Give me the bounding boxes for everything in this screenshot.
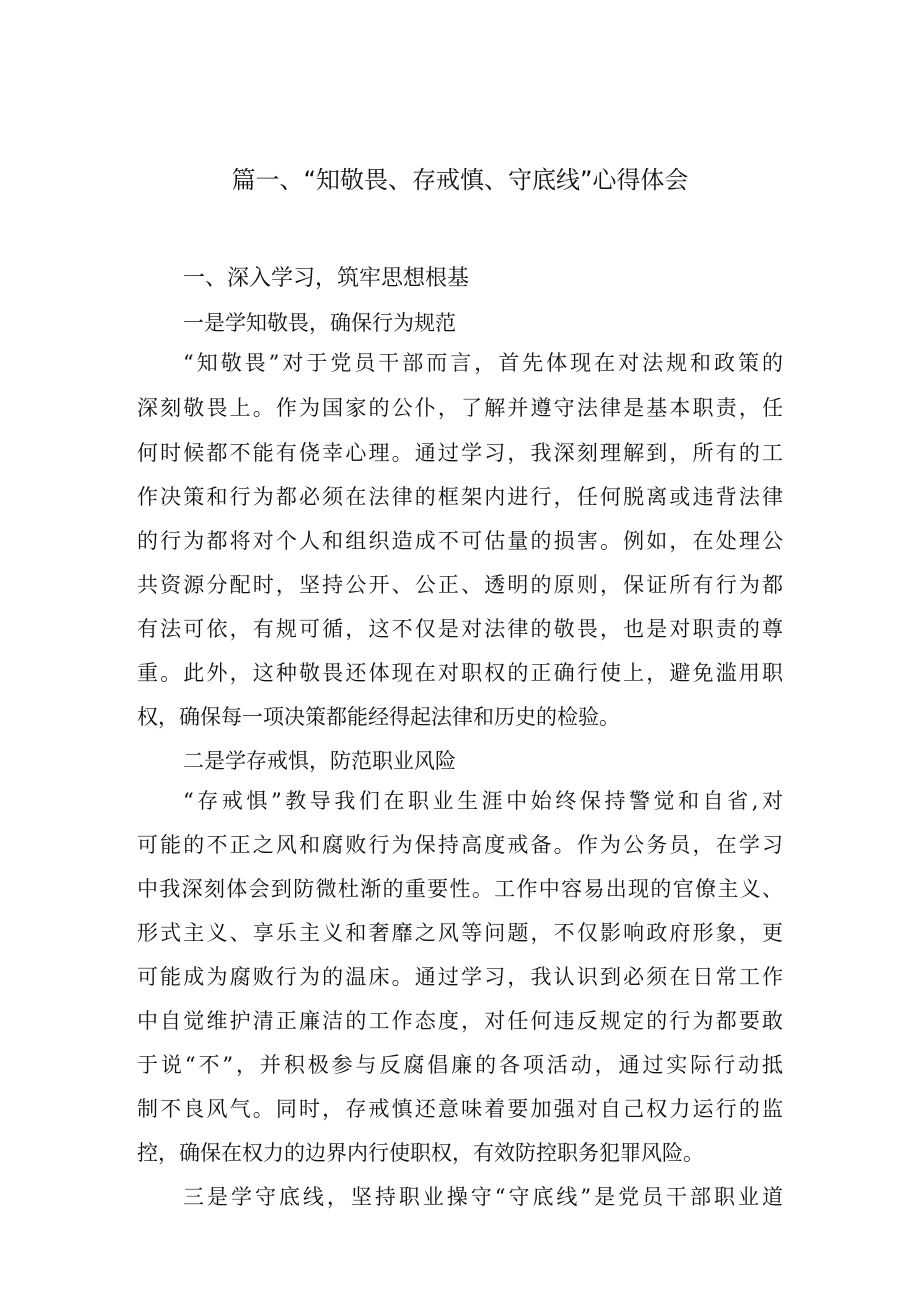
paragraph-line: 制不良风气。同时，存戒慎还意味着要加强对自己权力运行的监 — [137, 1097, 783, 1121]
paragraph-line: 于说“不”，并积极参与反腐倡廉的各项活动，通过实际行动抵 — [137, 1053, 783, 1077]
paragraph-line: 可能的不正之风和腐败行为保持高度戒备。作为公务员，在学习 — [137, 833, 783, 857]
paragraph-line: 有法可依，有规可循，这不仅是对法律的敬畏，也是对职责的尊 — [137, 617, 783, 641]
paragraph-line: 权，确保每一项决策都能经得起法律和历史的检验。 — [137, 705, 620, 729]
paragraph-line: “存戒惧”教导我们在职业生涯中始终保持警觉和自省,对 — [183, 789, 783, 813]
paragraph-line: 中我深刻体会到防微杜渐的重要性。工作中容易出现的官僚主义、 — [137, 877, 783, 901]
section-heading: 一、深入学习，筑牢思想根基 — [183, 266, 470, 291]
subheading-1: 一是学知敬畏，确保行为规范 — [183, 311, 456, 335]
paragraph-line: 共资源分配时，坚持公开、公正、透明的原则，保证所有行为都 — [137, 573, 783, 597]
paragraph-line: 重。此外，这种敬畏还体现在对职权的正确行使上，避免滥用职 — [137, 661, 783, 685]
paragraph-line: 中自觉维护清正廉洁的工作态度，对任何违反规定的行为都要敢 — [137, 1009, 783, 1033]
paragraph-line: “知敬畏”对于党员干部而言，首先体现在对法规和政策的 — [183, 351, 783, 375]
paragraph-line: 作决策和行为都必须在法律的框架内进行，任何脱离或违背法律 — [137, 485, 783, 509]
paragraph-line: 形式主义、享乐主义和奢靡之风等问题，不仅影响政府形象，更 — [137, 921, 783, 945]
paragraph-line: 可能成为腐败行为的温床。通过学习，我认识到必须在日常工作 — [137, 965, 783, 989]
paragraph-line: 深刻敬畏上。作为国家的公仆，了解并遵守法律是基本职责，任 — [137, 396, 783, 420]
paragraph-line: 三是学守底线，坚持职业操守“守底线”是党员干部职业道 — [183, 1185, 783, 1209]
paragraph-line: 何时候都不能有侥幸心理。通过学习，我深刻理解到，所有的工 — [137, 441, 783, 465]
document-title: 篇一、“知敬畏、存戒慎、守底线”心得体会 — [231, 166, 689, 194]
paragraph-line: 控，确保在权力的边界内行使职权，有效防控职务犯罪风险。 — [137, 1141, 704, 1165]
paragraph-line: 的行为都将对个人和组织造成不可估量的损害。例如，在处理公 — [137, 529, 783, 553]
subheading-2: 二是学存戒惧，防范职业风险 — [183, 749, 456, 773]
